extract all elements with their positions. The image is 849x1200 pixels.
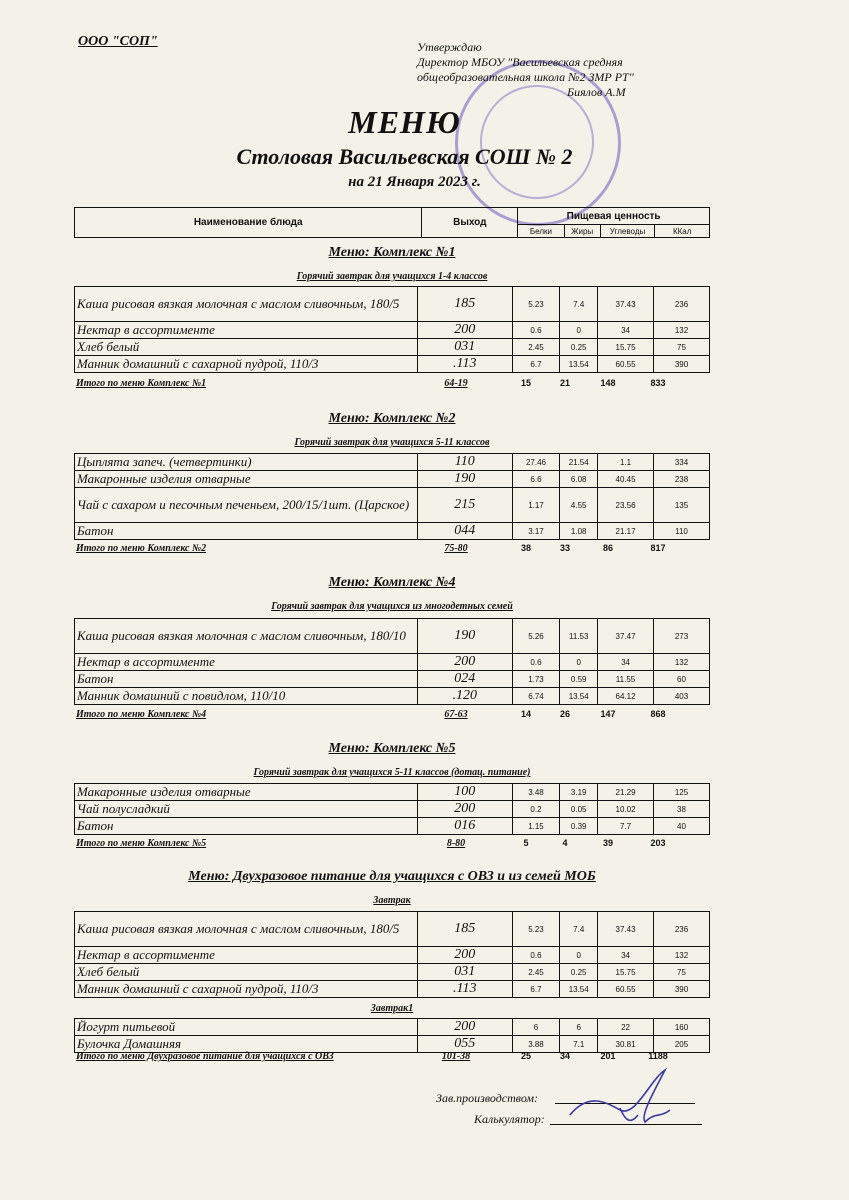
total-label: Итого по меню Комплекс №2 [76, 543, 207, 554]
section-title: Меню: Двухразовое питание для учащихся с ОВЗ и из семей МОБ [188, 869, 596, 884]
total-value: 39 [602, 838, 613, 848]
table-row [75, 322, 710, 339]
dish-output: .120 [417, 688, 512, 705]
nutr-value: 3.88 [512, 1036, 560, 1053]
dish-name: Нектар в ассортименте [75, 322, 418, 339]
dish-name: Булочка Домашняя [75, 1036, 418, 1053]
nutr-value: 0.2 [512, 801, 560, 818]
nutr-value: 3.17 [512, 523, 560, 540]
nutr-value: 7.4 [560, 912, 598, 947]
total-value: 38 [520, 543, 531, 553]
dish-output: 190 [417, 619, 512, 654]
table-row [75, 671, 710, 688]
dish-output: 024 [417, 671, 512, 688]
nutr-value: 125 [654, 784, 710, 801]
total-value: 203 [650, 838, 666, 848]
approve-line: общеобразовательная школа №2 ЗМР РТ" [417, 70, 634, 84]
dish-output: 044 [417, 523, 512, 540]
total-label: Итого по меню Комплекс №4 [76, 709, 207, 720]
approve-line: Утверждаю [417, 40, 482, 54]
table-row [75, 488, 710, 523]
section-title: Меню: Комплекс №1 [328, 245, 456, 260]
nutr-value: 7.4 [560, 287, 598, 322]
total-value: 148 [600, 378, 616, 388]
dish-name: Батон [75, 523, 418, 540]
menu-table [74, 453, 710, 540]
nutr-value: 0.6 [512, 654, 560, 671]
dish-output: 200 [417, 1019, 512, 1036]
dish-name: Макаронные изделия отварные [75, 784, 418, 801]
nutr-value: 37.43 [598, 287, 654, 322]
nutr-value: 10.02 [598, 801, 654, 818]
nutr-value: 60 [654, 671, 710, 688]
section-title: Горячий завтрак для учащихся 1-4 классов [296, 271, 488, 282]
nutr-value: 0.39 [560, 818, 598, 835]
nutr-value: 5.23 [512, 912, 560, 947]
total-row [76, 709, 710, 721]
total-value: 4 [562, 838, 568, 848]
dish-output: 016 [417, 818, 512, 835]
nutr-value: 60.55 [598, 981, 654, 998]
nutr-value: 390 [654, 981, 710, 998]
nutr-value: 135 [654, 488, 710, 523]
total-row [76, 543, 710, 555]
nutr-value: 3.48 [512, 784, 560, 801]
nutr-value: 37.47 [598, 619, 654, 654]
header-col: Углеводы [600, 225, 655, 238]
nutr-value: 0.6 [512, 947, 560, 964]
dish-name: Чай с сахаром и песочным печеньем, 200/15/1шт. (Царское) [75, 488, 418, 523]
total-label: Итого по меню Комплекс №5 [76, 838, 207, 849]
nutr-value: 1.17 [512, 488, 560, 523]
total-value: 33 [559, 543, 570, 553]
table-row [75, 801, 710, 818]
total-value: 5 [523, 838, 529, 848]
nutr-value: 34 [598, 654, 654, 671]
nutr-value: 205 [654, 1036, 710, 1053]
nutr-value: 21.54 [560, 454, 598, 471]
dish-name: Батон [75, 671, 418, 688]
dish-output: 190 [417, 471, 512, 488]
table-row [75, 1036, 710, 1053]
menu-table [74, 911, 710, 998]
total-label: Итого по меню Двухразовое питание для учащихся с ОВЗ [76, 1051, 334, 1062]
nutr-value: 22 [598, 1019, 654, 1036]
nutr-value: 160 [654, 1019, 710, 1036]
nutr-value: 38 [654, 801, 710, 818]
table-row [75, 912, 710, 947]
total-value: 868 [650, 709, 666, 719]
header-nutr: Пищевая ценность [518, 208, 710, 225]
total-value: 26 [559, 709, 570, 719]
table-row [75, 964, 710, 981]
nutr-value: 60.55 [598, 356, 654, 373]
nutr-value: 0.59 [560, 671, 598, 688]
nutr-value: 2.45 [512, 964, 560, 981]
nutr-value: 6.08 [560, 471, 598, 488]
nutr-value: 4.55 [560, 488, 598, 523]
nutr-value: 132 [654, 947, 710, 964]
dish-name: Манник домашний с сахарной пудрой, 110/3 [75, 356, 418, 373]
signature-icon [560, 1060, 700, 1140]
dish-name: Манник домашний с сахарной пудрой, 110/3 [75, 981, 418, 998]
dish-name: Хлеб белый [75, 339, 418, 356]
dish-output: .113 [417, 356, 512, 373]
nutr-value: 0.6 [512, 322, 560, 339]
dish-name: Йогурт питьевой [75, 1019, 418, 1036]
nutr-value: 6 [560, 1019, 598, 1036]
nutr-value: 7.1 [560, 1036, 598, 1053]
dish-name: Цыплята запеч. (четвертинки) [75, 454, 418, 471]
total-output: 101-38 [441, 1051, 471, 1062]
section-title: Меню: Комплекс №5 [328, 741, 456, 756]
header-out: Выход [422, 208, 518, 238]
nutr-value: 75 [654, 339, 710, 356]
table-row [75, 654, 710, 671]
section-title: Горячий завтрак для учащихся 5-11 классов (дотац. питание) [253, 767, 531, 778]
dish-name: Хлеб белый [75, 964, 418, 981]
dish-name: Нектар в ассортименте [75, 947, 418, 964]
dish-name: Нектар в ассортименте [75, 654, 418, 671]
nutr-value: 1.1 [598, 454, 654, 471]
table-row [75, 981, 710, 998]
menu-table [74, 1018, 710, 1053]
nutr-value: 0.05 [560, 801, 598, 818]
menu-date: на 21 Января 2023 г. [348, 174, 481, 190]
nutr-value: 403 [654, 688, 710, 705]
total-output: 67-63 [444, 709, 468, 720]
nutr-value: 15.75 [598, 964, 654, 981]
approval-block [417, 40, 647, 100]
dish-output: 055 [417, 1036, 512, 1053]
menu-table [74, 618, 710, 705]
nutr-value: 11.53 [560, 619, 598, 654]
total-value: 34 [559, 1051, 570, 1061]
section-title: Меню: Комплекс №4 [328, 575, 456, 590]
dish-output: 100 [417, 784, 512, 801]
dish-output: .113 [417, 981, 512, 998]
nutr-value: 273 [654, 619, 710, 654]
nutr-value: 5.23 [512, 287, 560, 322]
dish-name: Каша рисовая вязкая молочная с маслом сливочным, 180/5 [75, 912, 418, 947]
footer-prod: Зав.производством: [436, 1091, 539, 1105]
total-output: 64-19 [444, 378, 468, 389]
dish-output: 185 [417, 287, 512, 322]
header-col: Жиры [564, 225, 600, 238]
dish-output: 200 [417, 947, 512, 964]
nutr-value: 2.45 [512, 339, 560, 356]
header-col: Белки [518, 225, 564, 238]
nutr-value: 0 [560, 654, 598, 671]
table-row [75, 688, 710, 705]
page-title: МЕНЮ [348, 104, 461, 140]
dish-name: Чай полусладкий [75, 801, 418, 818]
nutr-value: 21.29 [598, 784, 654, 801]
table-row [75, 287, 710, 322]
nutr-value: 1.73 [512, 671, 560, 688]
nutr-value: 1.15 [512, 818, 560, 835]
nutr-value: 40.45 [598, 471, 654, 488]
table-row [75, 947, 710, 964]
nutr-value: 132 [654, 654, 710, 671]
table-row [75, 619, 710, 654]
nutr-value: 13.54 [560, 356, 598, 373]
nutr-value: 11.55 [598, 671, 654, 688]
approve-line: Директор МБОУ "Васильевская средняя [417, 55, 623, 69]
nutr-value: 0.25 [560, 339, 598, 356]
header-name: Наименование блюда [75, 208, 422, 238]
section-title: Горячий завтрак для учащихся 5-11 классов [294, 437, 490, 448]
nutr-value: 5.26 [512, 619, 560, 654]
nutr-value: 0 [560, 322, 598, 339]
nutr-value: 6.7 [512, 356, 560, 373]
table-row [75, 784, 710, 801]
nutr-value: 6.74 [512, 688, 560, 705]
total-value: 201 [600, 1051, 616, 1061]
total-label: Итого по меню Комплекс №1 [76, 378, 207, 389]
dish-output: 185 [417, 912, 512, 947]
nutr-value: 34 [598, 947, 654, 964]
nutr-value: 334 [654, 454, 710, 471]
total-value: 14 [520, 709, 531, 719]
nutr-value: 13.54 [560, 981, 598, 998]
canteen-name: Столовая Васильевская СОШ № 2 [236, 144, 573, 169]
total-value: 21 [559, 378, 570, 388]
nutr-value: 27.46 [512, 454, 560, 471]
table-row [75, 1019, 710, 1036]
nutr-value: 23.56 [598, 488, 654, 523]
nutr-value: 6.7 [512, 981, 560, 998]
nutr-value: 15.75 [598, 339, 654, 356]
dish-name: Каша рисовая вязкая молочная с маслом сливочным, 180/5 [75, 287, 418, 322]
total-output: 75-80 [444, 543, 468, 554]
section-title: Завтрак1 [370, 1003, 414, 1014]
dish-output: 031 [417, 339, 512, 356]
dish-name: Каша рисовая вязкая молочная с маслом сливочным, 180/10 [75, 619, 418, 654]
nutr-value: 30.81 [598, 1036, 654, 1053]
section-title: Завтрак [373, 895, 411, 906]
section-title: Горячий завтрак для учащихся из многодетных семей [271, 601, 513, 612]
org-name: ООО "СОП" [78, 34, 158, 49]
nutr-value: 238 [654, 471, 710, 488]
nutr-value: 236 [654, 912, 710, 947]
nutr-value: 0 [560, 947, 598, 964]
nutr-value: 34 [598, 322, 654, 339]
dish-output: 031 [417, 964, 512, 981]
total-value: 1188 [648, 1051, 668, 1061]
nutr-value: 1.08 [560, 523, 598, 540]
dish-output: 200 [417, 801, 512, 818]
nutr-value: 6.6 [512, 471, 560, 488]
table-row [75, 818, 710, 835]
section-title: Меню: Комплекс №2 [328, 411, 456, 426]
total-value: 147 [600, 709, 616, 719]
dish-output: 215 [417, 488, 512, 523]
nutr-value: 110 [654, 523, 710, 540]
total-value: 86 [602, 543, 613, 553]
header-col: ККал [655, 225, 710, 238]
total-output: 8-80 [446, 838, 466, 849]
table-row [75, 471, 710, 488]
nutr-value: 3.19 [560, 784, 598, 801]
nutr-value: 0.25 [560, 964, 598, 981]
table-row [75, 454, 710, 471]
total-value: 833 [650, 378, 666, 388]
nutr-value: 390 [654, 356, 710, 373]
dish-output: 110 [417, 454, 512, 471]
dish-name: Манник домашний с повидлом, 110/10 [75, 688, 418, 705]
nutr-value: 75 [654, 964, 710, 981]
column-header [74, 207, 710, 238]
nutr-value: 64.12 [598, 688, 654, 705]
table-row [75, 339, 710, 356]
nutr-value: 21.17 [598, 523, 654, 540]
table-row [75, 523, 710, 540]
nutr-value: 37.43 [598, 912, 654, 947]
dish-name: Батон [75, 818, 418, 835]
nutr-value: 236 [654, 287, 710, 322]
menu-table [74, 783, 710, 835]
total-value: 817 [650, 543, 666, 553]
total-value: 25 [520, 1051, 531, 1061]
nutr-value: 13.54 [560, 688, 598, 705]
dish-output: 200 [417, 654, 512, 671]
table-row [75, 356, 710, 373]
approve-signer: Биялов А.М [567, 85, 626, 99]
nutr-value: 132 [654, 322, 710, 339]
nutr-value: 40 [654, 818, 710, 835]
nutr-value: 7.7 [598, 818, 654, 835]
total-row [76, 378, 710, 390]
nutr-value: 6 [512, 1019, 560, 1036]
menu-table [74, 286, 710, 373]
dish-name: Макаронные изделия отварные [75, 471, 418, 488]
footer-calc: Калькулятор: [474, 1112, 545, 1126]
dish-output: 200 [417, 322, 512, 339]
total-value: 15 [520, 378, 531, 388]
total-row [76, 838, 710, 850]
